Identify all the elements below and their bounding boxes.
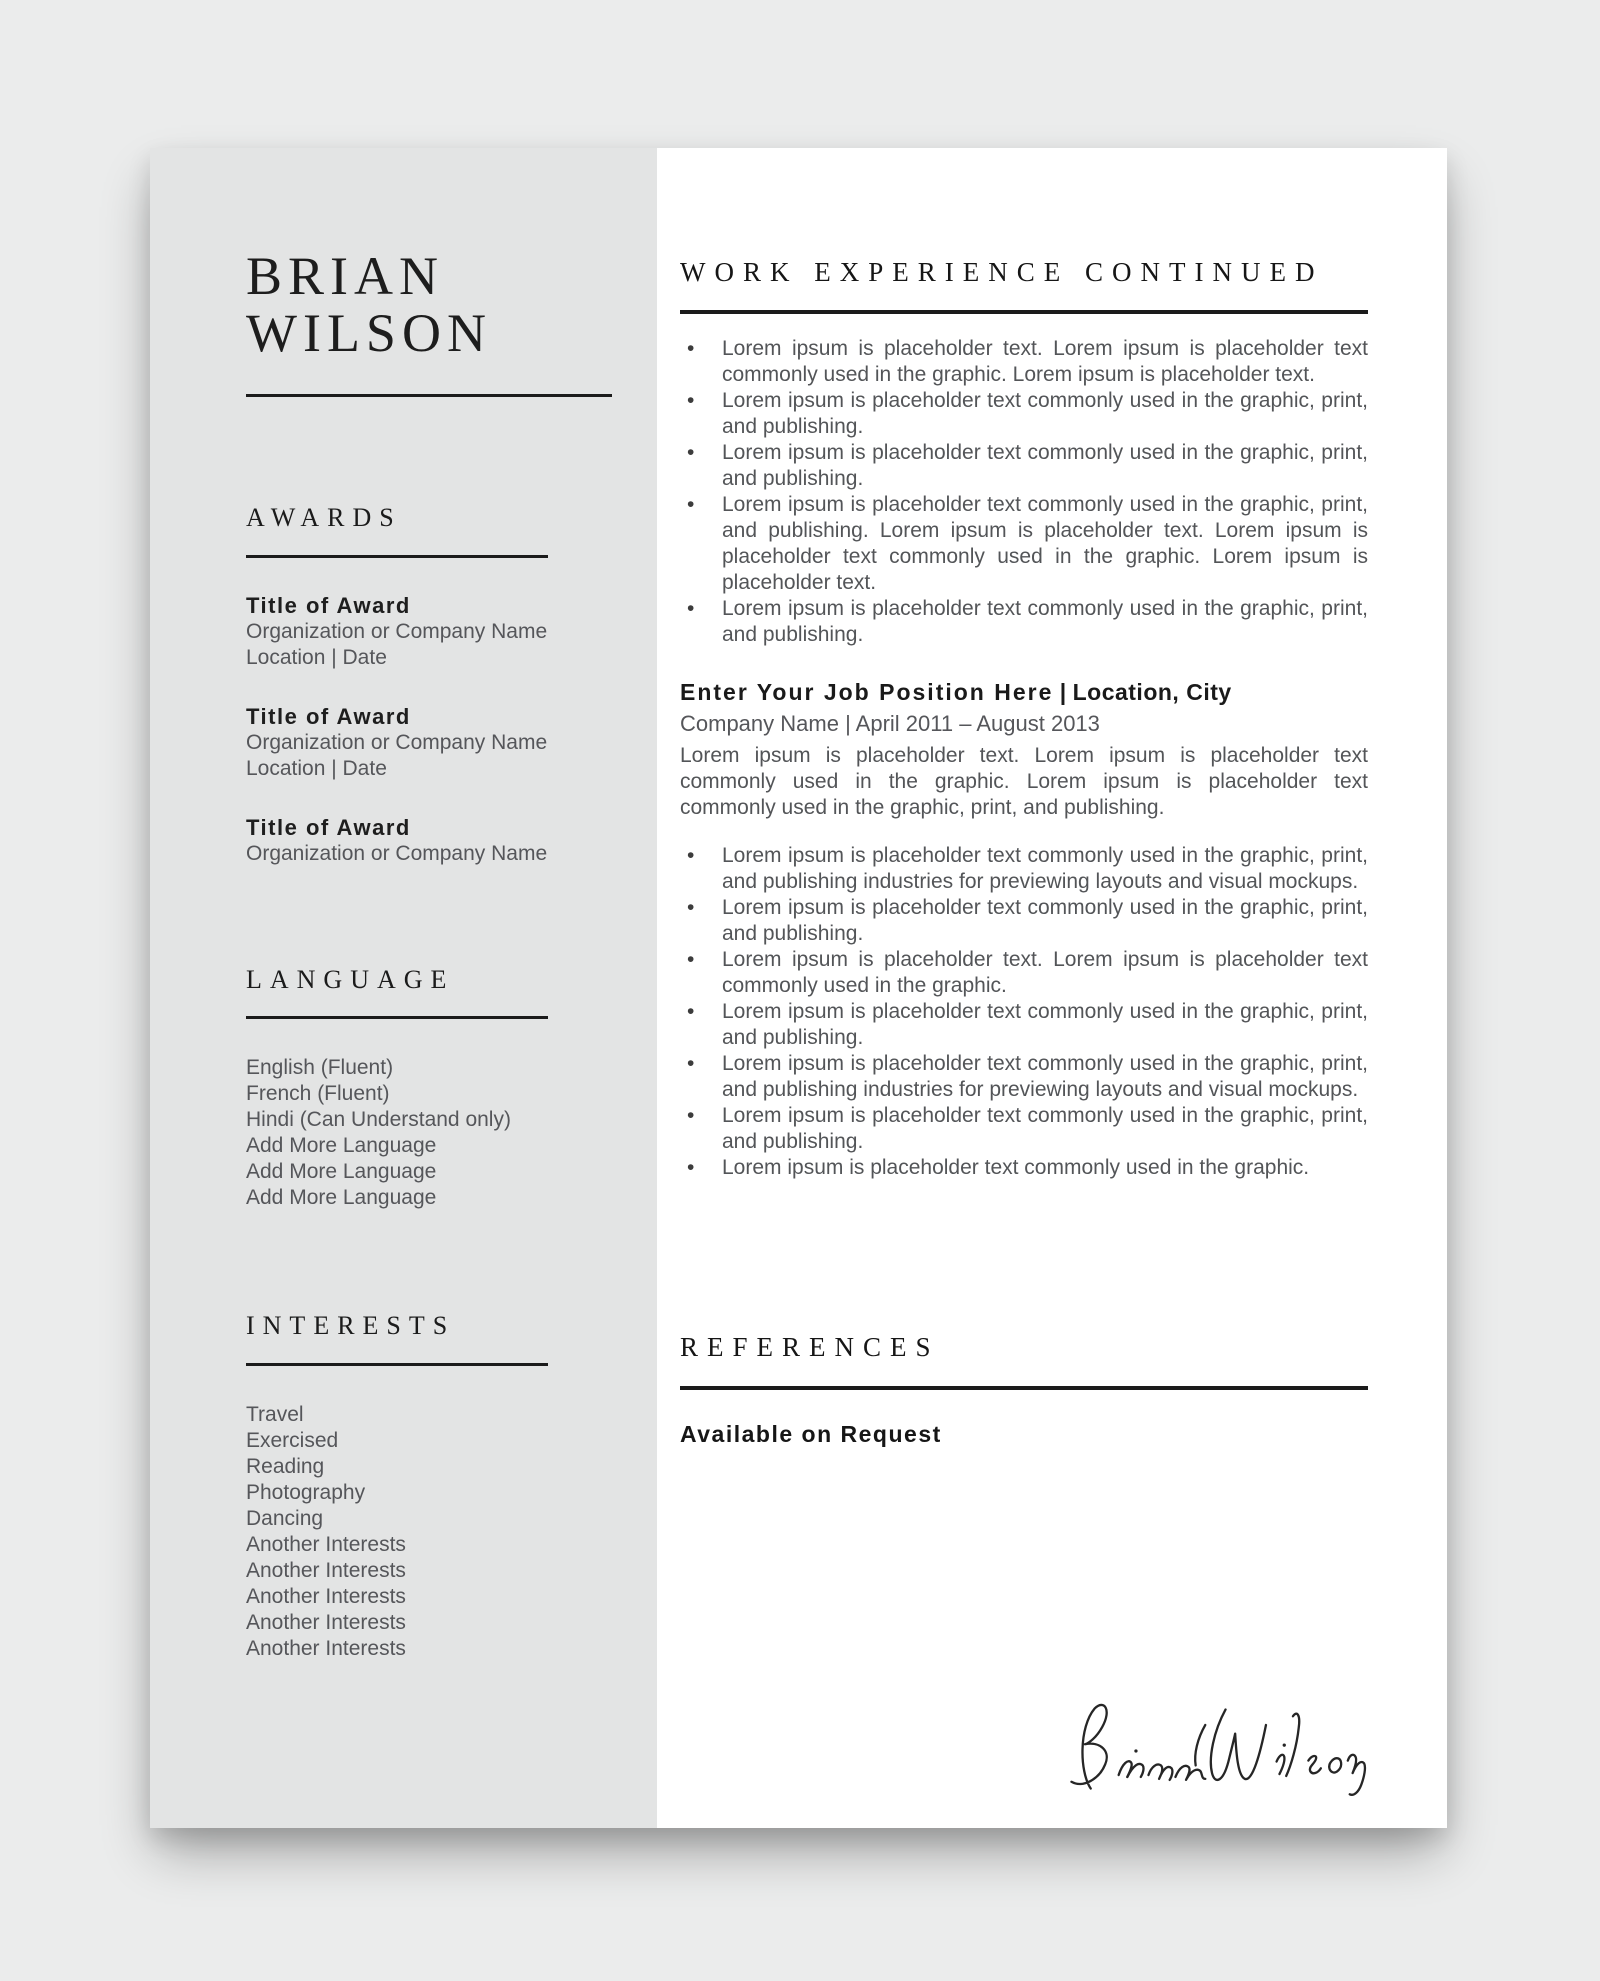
work-experience-bullets-top [680, 336, 1368, 648]
award-location-date: Location | Date [246, 756, 387, 780]
signature-handwriting [1058, 1698, 1368, 1802]
interest-item: Another Interests [246, 1584, 406, 1608]
award-title: Title of Award [246, 592, 411, 618]
interest-item: Exercised [246, 1428, 339, 1452]
person-name [246, 248, 612, 362]
interest-item: Photography [246, 1480, 366, 1504]
bullet-item: • Lorem ipsum is placeholder text commonly used in the graphic, print, and publishing. [680, 388, 1368, 440]
award-organization: Organization or Company Name [246, 730, 548, 754]
language-list [246, 1055, 612, 1211]
interest-item: Another Interests [246, 1636, 406, 1660]
work-experience-section-title: WORK EXPERIENCE CONTINUED [680, 257, 1324, 287]
interest-item: Reading [246, 1454, 325, 1478]
sidebar [150, 148, 657, 1828]
award-item [246, 814, 612, 867]
job-heading [680, 678, 1368, 706]
award-title: Title of Award [246, 703, 411, 729]
language-item: Add More Language [246, 1186, 437, 1210]
interest-item: Another Interests [246, 1610, 406, 1634]
person-first-name: BRIAN [246, 246, 445, 306]
bullet-item: • Lorem ipsum is placeholder text commonly used in the graphic, print, and publishing. [680, 999, 1368, 1051]
award-item [246, 703, 612, 782]
bullet-item: • Lorem ipsum is placeholder text commonly used in the graphic, print, and publishing. Lorem ipsum is placeholder text. Lorem ipsum is placeholder text commonly used in the graphic. Lorem ipsum is placeholder text. [680, 492, 1368, 596]
bullet-item: • Lorem ipsum is placeholder text commonly used in the graphic. [680, 1155, 1368, 1181]
award-organization: Organization or Company Name [246, 841, 548, 865]
language-item: Add More Language [246, 1160, 437, 1184]
award-title: Title of Award [246, 814, 411, 840]
work-experience-bullets-job [680, 843, 1368, 1181]
language-item: Hindi (Can Understand only) [246, 1108, 511, 1132]
job-position: Enter Your Job Position Here [680, 679, 1054, 706]
references-note: Available on Request [680, 1420, 942, 1447]
interest-item: Travel [246, 1402, 304, 1426]
resume-page [150, 148, 1447, 1828]
interests-list [246, 1402, 612, 1662]
bullet-item: • Lorem ipsum is placeholder text commonly used in the graphic, print, and publishing. [680, 1103, 1368, 1155]
award-organization: Organization or Company Name [246, 619, 548, 643]
bullet-item: • Lorem ipsum is placeholder text. Lorem ipsum is placeholder text commonly used in the graphic. Lorem ipsum is placeholder text. [680, 336, 1368, 388]
bullet-item: • Lorem ipsum is placeholder text. Lorem ipsum is placeholder text commonly used in the graphic. [680, 947, 1368, 999]
language-item: Add More Language [246, 1134, 437, 1158]
interest-item: Dancing [246, 1506, 324, 1530]
interests-section-title: INTERESTS [246, 1311, 456, 1341]
interests-divider [246, 1363, 548, 1366]
job-summary: Lorem ipsum is placeholder text. Lorem ipsum is placeholder text commonly used in the graphic. Lorem ipsum is placeholder text commonly used in the graphic, print, and publishing. [680, 744, 1368, 820]
signature [680, 1698, 1368, 1802]
job-separator: | [1059, 679, 1067, 706]
work-experience-divider [680, 310, 1368, 314]
language-item: French (Fluent) [246, 1082, 390, 1106]
references-divider [680, 1386, 1368, 1390]
language-section-title: LANGUAGE [246, 964, 455, 994]
award-location-date: Location | Date [246, 645, 387, 669]
company-line: Company Name | April 2011 – August 2013 [680, 711, 1100, 737]
awards-section-title: AWARDS [246, 503, 402, 532]
awards-divider [246, 555, 548, 558]
references-section-title: REFERENCES [680, 1332, 940, 1363]
language-item: English (Fluent) [246, 1056, 394, 1080]
awards-list [246, 592, 612, 867]
bullet-item: • Lorem ipsum is placeholder text commonly used in the graphic, print, and publishing. [680, 596, 1368, 648]
bullet-item: • Lorem ipsum is placeholder text commonly used in the graphic, print, and publishing. [680, 440, 1368, 492]
interest-item: Another Interests [246, 1558, 406, 1582]
bullet-item: • Lorem ipsum is placeholder text commonly used in the graphic, print, and publishing industries for previewing layouts and visual mockups. [680, 1051, 1368, 1103]
name-divider [246, 394, 612, 397]
main-content [657, 148, 1447, 1828]
award-item [246, 592, 612, 671]
language-divider [246, 1016, 548, 1019]
bullet-item: • Lorem ipsum is placeholder text commonly used in the graphic, print, and publishing. [680, 895, 1368, 947]
bullet-item: • Lorem ipsum is placeholder text commonly used in the graphic, print, and publishing industries for previewing layouts and visual mockups. [680, 843, 1368, 895]
interest-item: Another Interests [246, 1532, 406, 1556]
person-last-name: WILSON [246, 303, 492, 363]
job-location: Location, City [1072, 679, 1232, 706]
